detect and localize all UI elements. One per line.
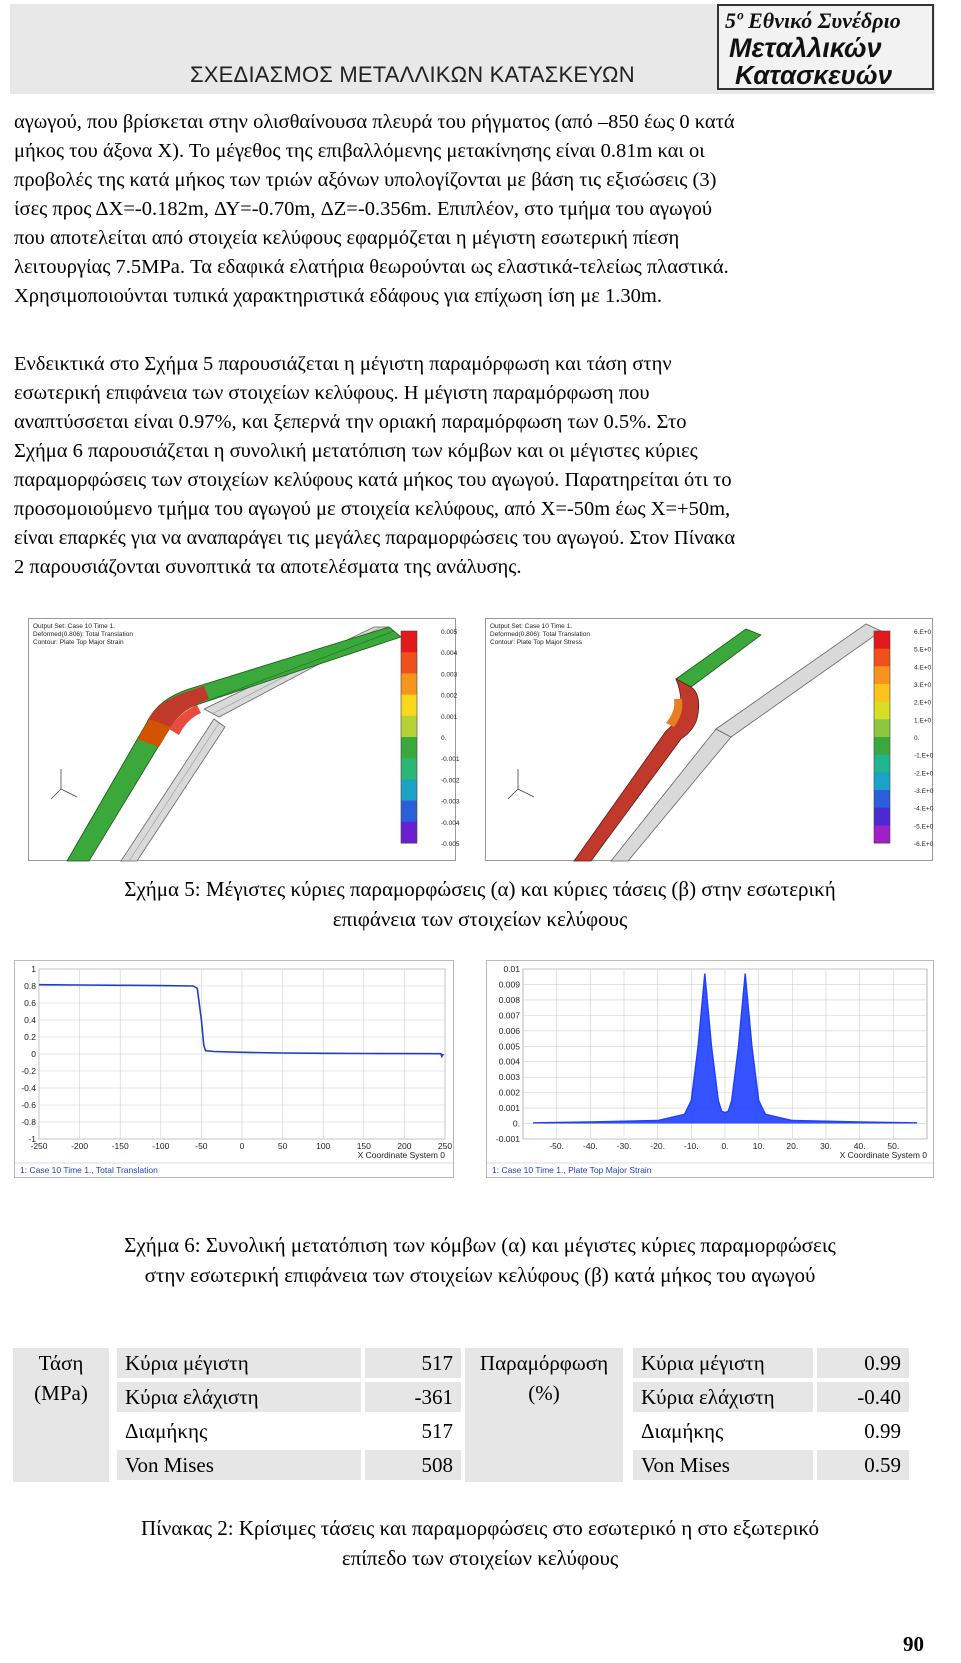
stress-row-name: Von Mises	[117, 1450, 361, 1480]
x-tick-label: -10.	[684, 1141, 699, 1151]
paragraph-line: προβολές της κατά μήκος των τριών αξόνων υπολογίζονται με βάση τις εξισώσεις (3)	[14, 169, 717, 191]
y-tick-label: 0.009	[498, 979, 520, 990]
chart-legend: 1: Case 10 Time 1., Total Translation	[20, 1165, 158, 1175]
x-tick-label: 0.	[721, 1141, 729, 1151]
legend-band	[401, 716, 417, 738]
conference-logo	[717, 4, 934, 90]
legend-band	[874, 737, 890, 755]
stress-row-name: Κύρια ελάχιστη	[117, 1382, 361, 1412]
y-tick-label: 0.004	[498, 1056, 520, 1067]
stress-row-value: 508	[365, 1450, 461, 1480]
legend-band	[401, 695, 417, 717]
legend-label: 0.003	[441, 671, 458, 679]
x-tick-label: -250	[30, 1141, 48, 1151]
stress-header-cell	[13, 1348, 109, 1482]
x-tick-label: -100	[152, 1141, 170, 1151]
paragraph-line: ίσες προς ΔΧ=-0.182m, ΔΥ=-0.70m, ΔΖ=-0.356m. Επιπλέον, στο τμήμα του αγωγού	[14, 198, 713, 220]
x-tick-label: -30.	[616, 1141, 632, 1151]
y-tick-label: 0.006	[498, 1025, 520, 1036]
legend-band	[874, 631, 890, 649]
paragraph-line: Ενδεικτικά στο Σχήμα 5 παρουσιάζεται η μέγιστη παραμόρφωση και τάση στην	[14, 353, 672, 375]
color-legend	[401, 629, 460, 848]
y-tick-label: 0.008	[498, 994, 520, 1005]
strain-row-name: Διαμήκης	[641, 1419, 724, 1443]
caption-line: Πίνακας 2: Κρίσιμες τάσεις και παραμορφώσεις στο εσωτερικό η στο εξωτερικό	[141, 1516, 819, 1540]
stress-row-value: 517	[421, 1419, 453, 1443]
legend-label: -1.E+0	[914, 752, 934, 760]
legend-band	[874, 684, 890, 702]
y-tick-label: -0.8	[21, 1117, 36, 1127]
x-tick-label: 30.	[820, 1141, 832, 1151]
stress-row-name: Κύρια μέγιστη	[117, 1348, 361, 1378]
legend-label: -3.E+0	[914, 788, 934, 795]
x-tick-label: -50	[195, 1141, 208, 1151]
results-table	[13, 1348, 961, 1488]
logo-line-2: Μεταλλικών	[729, 33, 882, 63]
x-tick-label: 250	[437, 1141, 453, 1151]
legend-band	[874, 666, 890, 684]
fem-info-line: Contour: Plate Top Major Strain	[33, 639, 124, 646]
x-axis-label: X Coordinate System 0	[839, 1150, 927, 1160]
figure-5b-stress-contour	[485, 618, 933, 861]
strain-header-cell	[465, 1348, 623, 1482]
color-legend	[874, 629, 934, 848]
legend-label: 0.002	[441, 692, 458, 700]
legend-label: 0.	[914, 735, 920, 742]
strain-row-name: Κύρια μέγιστη	[633, 1348, 813, 1378]
legend-label: -0.002	[441, 777, 460, 785]
gray-pipe-beam	[121, 627, 389, 861]
paragraph-line: που αποτελείται από στοιχεία κελύφους εφαρμόζεται η μέγιστη εσωτερική πίεση	[14, 227, 680, 249]
y-tick-label: 0.007	[498, 1010, 520, 1021]
gray-pipe-beam	[611, 624, 881, 861]
figure-5-caption	[0, 874, 960, 934]
legend-label: -2.E+0	[914, 770, 934, 778]
strain-unit: (%)	[528, 1381, 560, 1405]
paragraph-line: 2 παρουσιάζονται συνοπτικά τα αποτελέσματα της ανάλυσης.	[14, 556, 522, 578]
x-tick-label: -20.	[650, 1141, 665, 1151]
paragraph-line: Σχήμα 6 παρουσιάζεται η συνολική μετατόπιση των κόμβων και οι μέγιστες κύριες	[14, 440, 698, 462]
legend-band	[401, 801, 417, 823]
fem-info-line: Deformed(0.806): Total Translation	[33, 631, 133, 638]
legend-band	[874, 702, 890, 720]
strain-row-value: 0.99	[817, 1348, 909, 1378]
chart-svg	[487, 961, 935, 1179]
x-axis-label: X Coordinate System 0	[357, 1150, 445, 1160]
y-tick-label: 0.8	[24, 981, 36, 991]
y-tick-label: 0.6	[24, 998, 36, 1008]
legend-label: 4.E+0	[914, 664, 932, 672]
axis-triad	[508, 769, 534, 799]
stress-row-value: 517	[365, 1348, 461, 1378]
paragraph-line: προσομοιούμενο τμήμα του αγωγού με στοιχεία κελύφους, από Χ=-50m έως Χ=+50m,	[14, 498, 731, 520]
header-title: ΣΧΕΔΙΑΣΜΟΣ ΜΕΤΑΛΛΙΚΩΝ ΚΑΤΑΣΚΕΥΩΝ	[190, 62, 635, 87]
figure-6-caption	[0, 1230, 960, 1290]
caption-line: Σχήμα 6: Συνολική μετατόπιση των κόμβων (α) και μέγιστες κύριες παραμορφώσεις	[124, 1233, 836, 1257]
y-tick-label: 1	[31, 964, 36, 974]
legend-label: 0.004	[441, 650, 458, 658]
x-tick-label: -200	[71, 1141, 89, 1151]
x-tick-label: -40.	[583, 1141, 598, 1151]
stress-unit: (MPa)	[34, 1381, 88, 1405]
y-tick-label: 0.4	[24, 1015, 36, 1025]
y-tick-label: 0.2	[24, 1032, 36, 1042]
legend-band	[401, 652, 417, 674]
strain-row-value: -0.40	[817, 1382, 909, 1412]
strain-row-name: Von Mises	[633, 1450, 813, 1480]
legend-band	[401, 779, 417, 801]
paragraph-line: λειτουργίας 7.5MPa. Τα εδαφικά ελατήρια θεωρούνται ως ελαστικά-τελείως πλαστικά.	[14, 256, 729, 278]
caption-line: επιφάνεια των στοιχείων κελύφους	[332, 907, 628, 931]
legend-band	[874, 719, 890, 737]
strain-label: Παραμόρφωση	[479, 1351, 609, 1375]
chart-svg	[15, 961, 455, 1179]
y-tick-label: 0.005	[498, 1041, 520, 1052]
legend-label: 0.001	[441, 713, 458, 721]
legend-label: 2.E+0	[914, 699, 932, 707]
x-tick-label: 20.	[786, 1141, 799, 1151]
x-tick-label: 50	[277, 1141, 288, 1151]
legend-label: 6.E+0	[914, 629, 932, 636]
legend-band	[401, 758, 417, 780]
x-tick-label: 150	[356, 1141, 371, 1151]
strain-row-value: 0.59	[817, 1450, 909, 1480]
legend-band	[874, 808, 890, 826]
y-tick-label: 0	[31, 1049, 36, 1059]
caption-line: επίπεδο των στοιχείων κελύφους	[341, 1546, 619, 1570]
legend-label: -4.E+0	[914, 805, 934, 813]
logo-line-1: 5º Εθνικό Συνέδριο	[725, 8, 901, 33]
strain-row-name: Κύρια ελάχιστη	[633, 1382, 813, 1412]
figure-6a-displacement-chart	[14, 960, 454, 1178]
legend-band	[401, 673, 417, 695]
legend-band	[874, 649, 890, 667]
legend-label: -0.004	[441, 819, 460, 827]
y-tick-label: -0.001	[495, 1134, 520, 1144]
x-tick-label: 200	[397, 1141, 412, 1151]
paragraph-line: αγωγού, που βρίσκεται στην ολισθαίνουσα πλευρά του ρήγματος (από –850 έως 0 κατά	[14, 111, 735, 133]
legend-label: -0.001	[441, 756, 460, 764]
legend-label: -6.E+0	[914, 841, 934, 848]
y-tick-label: 0.003	[498, 1072, 520, 1083]
logo-line-3: Κατασκευών	[735, 60, 893, 90]
chart-legend: 1: Case 10 Time 1., Plate Top Major Strain	[492, 1165, 652, 1175]
y-tick-label: 0.002	[498, 1087, 520, 1098]
legend-label: 3.E+0	[914, 682, 932, 689]
x-tick-label: 10.	[752, 1141, 765, 1151]
legend-band	[874, 772, 890, 790]
stress-row-value: -361	[365, 1382, 461, 1412]
fem-info-line: Output Set: Case 10 Time 1.	[490, 623, 573, 630]
paragraph-line: αναπτύσσεται είναι 0.97%, και ξεπερνά την οριακή παραμόρφωση των 0.5%. Στο	[14, 411, 687, 433]
fem-info-line: Contour: Plate Top Major Stress	[490, 639, 583, 646]
legend-band	[401, 822, 417, 844]
legend-label: 5.E+0	[914, 646, 932, 654]
paragraph-line: είναι επαρκές για να αναπαράγει τις μεγάλες παραμορφώσεις του αγωγού. Στον Πίνακα	[14, 527, 736, 549]
legend-label: 1.E+0	[914, 717, 932, 725]
legend-band	[874, 755, 890, 773]
figure-5a-strain-contour	[28, 618, 460, 861]
paragraph-line: Χρησιμοποιούνται τυπικά χαρακτηριστικά εδάφους για επίχωση ίση με 1.30m.	[14, 285, 662, 307]
y-tick-label: 0.001	[498, 1103, 520, 1114]
fem-info-line: Output Set: Case 10 Time 1.	[33, 623, 116, 630]
shell-pipe-contour	[67, 627, 401, 861]
x-tick-label: 50.	[887, 1141, 900, 1151]
caption-line: Σχήμα 5: Μέγιστες κύριες παραμορφώσεις (α) και κύριες τάσεις (β) στην εσωτερική	[124, 877, 836, 901]
stress-row-name: Διαμήκης	[125, 1419, 208, 1443]
y-tick-label: 0.01	[503, 964, 520, 974]
paragraph-line: μήκος του άξονα Χ). Το μέγεθος της επιβαλλόμενης μετακίνησης είναι 0.81m και οι	[14, 140, 705, 162]
axis-triad	[51, 769, 77, 799]
legend-label: -0.005	[441, 841, 460, 848]
paragraph-line: παραμορφώσεις των στοιχείων κελύφους κατά μήκος του αγωγού. Παρατηρείται ότι το	[14, 469, 732, 491]
caption-line: στην εσωτερική επιφάνεια των στοιχείων κελύφους (β) κατά μήκος του αγωγού	[144, 1263, 816, 1287]
page-number: 90	[903, 1632, 924, 1656]
y-tick-label: -1	[28, 1134, 36, 1144]
stress-label: Τάση	[38, 1351, 84, 1375]
legend-band	[401, 737, 417, 759]
paragraph-line: εσωτερική επιφάνεια των στοιχείων κελύφους. Η μέγιστη παραμόρφωση που	[14, 382, 650, 404]
x-tick-label: -150	[111, 1141, 129, 1151]
legend-band	[874, 790, 890, 808]
legend-label: 0.005	[441, 629, 458, 636]
y-tick-label: -0.4	[21, 1083, 36, 1093]
x-tick-label: -50.	[549, 1141, 564, 1151]
strain-row-value: 0.99	[864, 1419, 901, 1443]
x-tick-label: 100	[316, 1141, 331, 1151]
shell-pipe-contour	[574, 629, 761, 861]
fem-info-line: Deformed(0.806): Total Translation	[490, 631, 590, 638]
y-tick-label: 0.	[512, 1118, 520, 1129]
paragraph-1	[14, 108, 932, 311]
legend-label: -5.E+0	[914, 823, 934, 831]
legend-label: 0.	[441, 735, 447, 742]
legend-band	[874, 825, 890, 843]
legend-label: -0.003	[441, 798, 460, 806]
x-tick-label: 40.	[853, 1141, 866, 1151]
table-2-caption	[0, 1513, 960, 1573]
paragraph-2	[14, 350, 932, 582]
x-tick-label: 0	[239, 1141, 245, 1151]
legend-band	[401, 631, 417, 653]
y-tick-label: -0.6	[21, 1100, 36, 1110]
figure-6b-strain-chart	[486, 960, 934, 1178]
y-tick-label: -0.2	[21, 1066, 36, 1076]
